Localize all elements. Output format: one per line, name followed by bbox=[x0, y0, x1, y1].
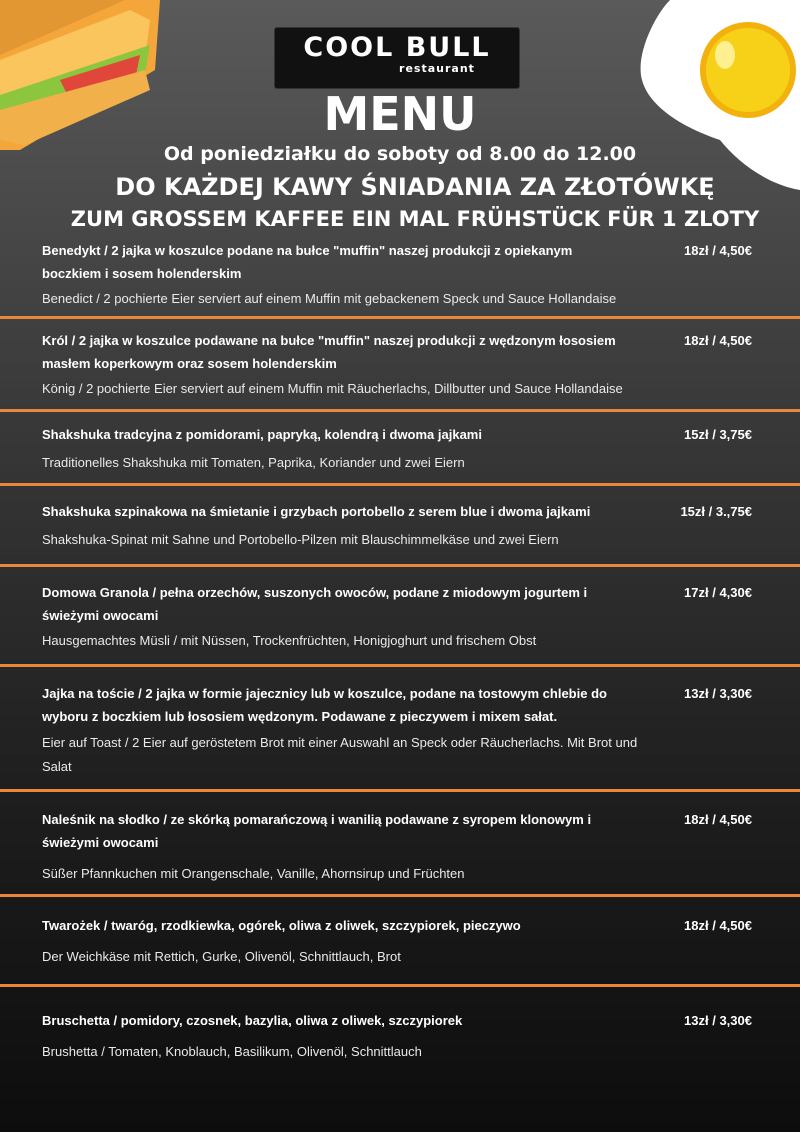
item-name: Król / 2 jajka w koszulce podawane na bułce "muffin" naszej produkcji z wędzonym łososiem masłem koperkowym oraz sosem holenderskim bbox=[42, 333, 616, 371]
menu-item bbox=[42, 682, 762, 779]
menu-item bbox=[42, 914, 762, 969]
divider bbox=[0, 316, 800, 319]
item-price: 15zł / 3.,75€ bbox=[680, 504, 752, 519]
item-name: Benedykt / 2 jajka w koszulce podane na bułce "muffin" naszej produkcji z opiekanym boczkiem i sosem holenderskim bbox=[42, 243, 573, 281]
logo-name: COOL BULL bbox=[303, 32, 491, 63]
logo-subtitle: restaurant bbox=[399, 62, 475, 75]
item-price: 18zł / 4,50€ bbox=[684, 812, 752, 827]
item-description: Süßer Pfannkuchen mit Orangenschale, Vanille, Ahornsirup und Früchten bbox=[42, 866, 465, 881]
item-price: 18zł / 4,50€ bbox=[684, 918, 752, 933]
promo-polish: DO KAŻDEJ KAWY ŚNIADANIA ZA ZŁOTÓWKĘ bbox=[115, 173, 715, 201]
opening-hours: Od poniedziałku do soboty od 8.00 do 12.00 bbox=[163, 143, 637, 165]
item-description: Hausgemachtes Müsli / mit Nüssen, Trockenfrüchten, Honigjoghurt und frischem Obst bbox=[42, 633, 537, 648]
item-name: Shakshuka tradcyjna z pomidorami, papryką, kolendrą i dwoma jajkami bbox=[42, 427, 482, 442]
divider bbox=[0, 564, 800, 567]
item-description: König / 2 pochierte Eier serviert auf einem Muffin mit Räucherlachs, Dillbutter und Sauce Hollandaise bbox=[42, 381, 623, 396]
item-description: Der Weichkäse mit Rettich, Gurke, Olivenöl, Schnittlauch, Brot bbox=[42, 949, 401, 964]
restaurant-logo bbox=[274, 27, 520, 89]
item-name: Twarożek / twaróg, rzodkiewka, ogórek, oliwa z oliwek, szczypiorek, pieczywo bbox=[42, 918, 521, 933]
item-price: 18zł / 4,50€ bbox=[684, 243, 752, 258]
item-price: 13zł / 3,30€ bbox=[684, 1013, 752, 1028]
menu-item bbox=[42, 500, 762, 552]
divider bbox=[0, 894, 800, 897]
item-description: Benedict / 2 pochierte Eier serviert auf einem Muffin mit gebackenem Speck und Sauce Hollandaise bbox=[42, 291, 617, 306]
item-price: 15zł / 3,75€ bbox=[684, 427, 752, 442]
item-description: Shakshuka-Spinat mit Sahne und Portobello-Pilzen mit Blauschimmelkäse und zwei Eiern bbox=[42, 532, 559, 547]
promo-german: ZUM GROSSEM KAFFEE EIN MAL FRÜHSTÜCK FÜR 1 ZLOTY bbox=[70, 207, 760, 231]
divider bbox=[0, 789, 800, 792]
item-name: Bruschetta / pomidory, czosnek, bazylia, oliwa z oliwek, szczypiorek bbox=[42, 1013, 463, 1028]
divider bbox=[0, 664, 800, 667]
item-name: Domowa Granola / pełna orzechów, suszonych owoców, podane z miodowym jogurtem i świeżymi owocami bbox=[42, 585, 588, 623]
item-description: Eier auf Toast / 2 Eier auf geröstetem Brot mit einer Auswahl an Speck oder Räucherlachs. Mit Brot und Salat bbox=[42, 735, 638, 774]
item-name: Naleśnik na słodko / ze skórką pomarańczową i wanilią podawane z syropem klonowym i świeżymi owocami bbox=[42, 812, 592, 850]
item-price: 13zł / 3,30€ bbox=[684, 686, 752, 701]
menu-item bbox=[42, 329, 762, 401]
menu-item bbox=[42, 239, 762, 311]
menu-item bbox=[42, 423, 762, 475]
menu-item bbox=[42, 808, 762, 886]
item-price: 18zł / 4,50€ bbox=[684, 333, 752, 348]
menu-item bbox=[42, 581, 762, 653]
menu-item bbox=[42, 1009, 762, 1064]
item-name: Shakshuka szpinakowa na śmietanie i grzybach portobello z serem blue i dwoma jajkami bbox=[42, 504, 591, 519]
item-price: 17zł / 4,30€ bbox=[684, 585, 752, 600]
item-description: Traditionelles Shakshuka mit Tomaten, Paprika, Koriander und zwei Eiern bbox=[42, 455, 465, 470]
item-description: Brushetta / Tomaten, Knoblauch, Basilikum, Olivenöl, Schnittlauch bbox=[42, 1044, 422, 1059]
menu-title: MENU bbox=[323, 87, 477, 141]
item-name: Jajka na toście / 2 jajka w formie jajecznicy lub w koszulce, podane na tostowym chlebie do wyboru z boczkiem lub łososiem wędzonym. Podawane z pieczywem i mixem sałat. bbox=[42, 686, 607, 724]
divider bbox=[0, 409, 800, 412]
divider bbox=[0, 984, 800, 987]
divider bbox=[0, 483, 800, 486]
